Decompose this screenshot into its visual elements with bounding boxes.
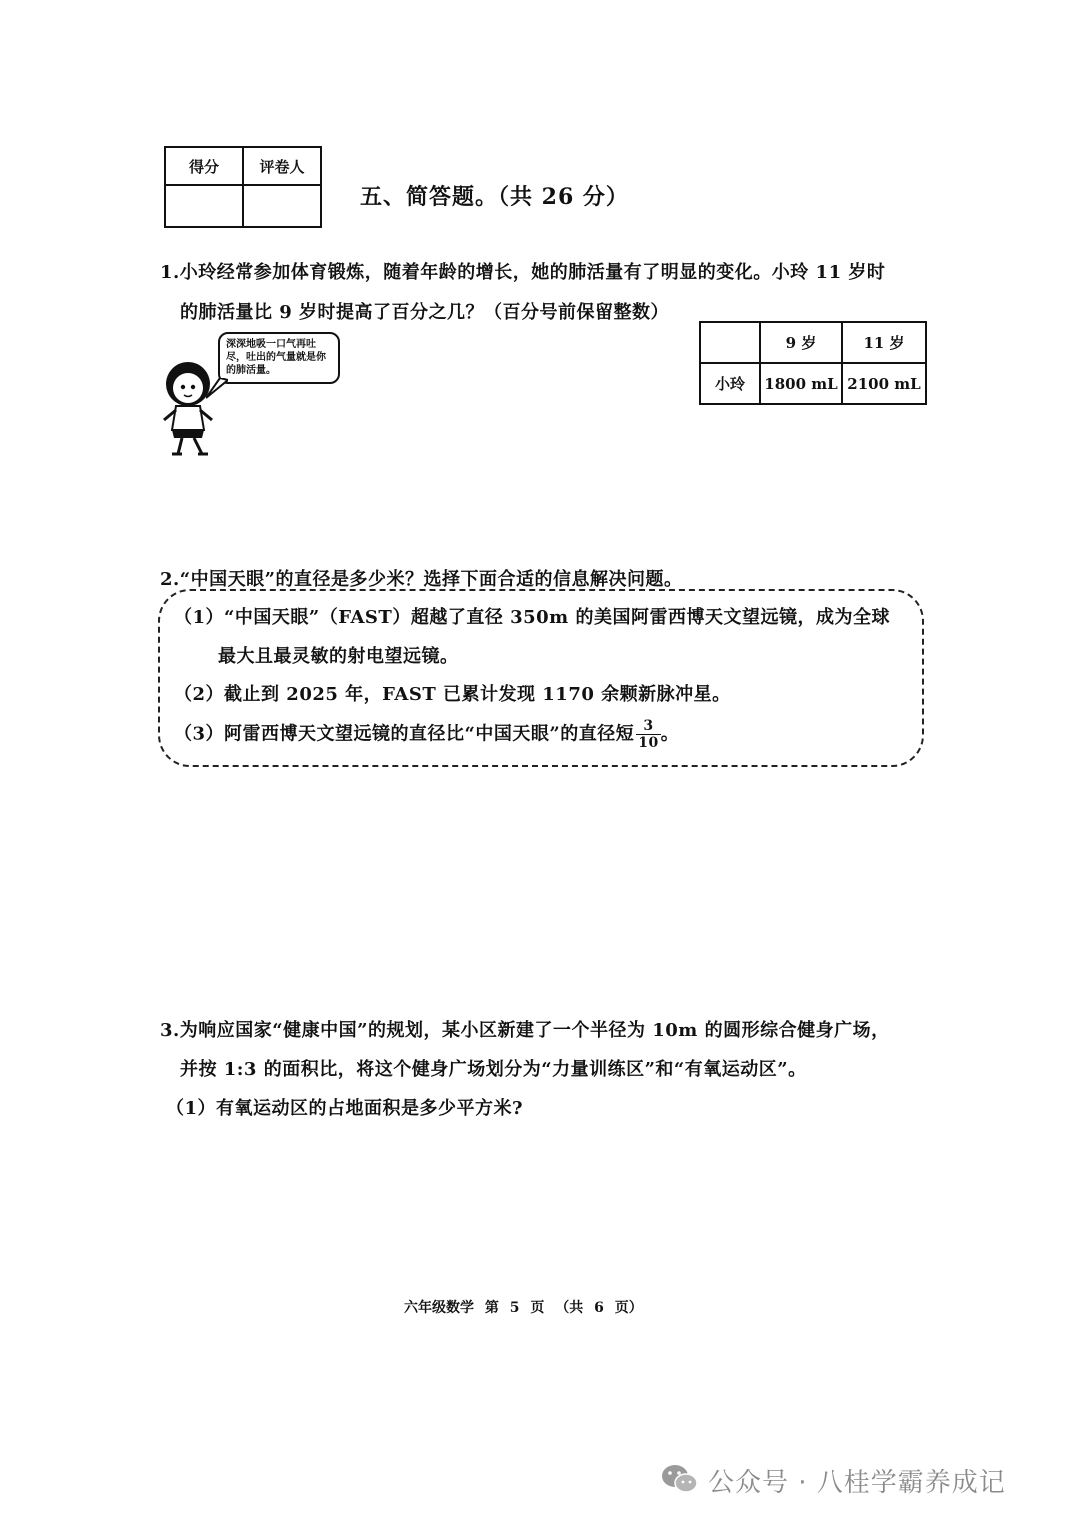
table-row-label: 小玲 (700, 363, 760, 404)
q2-info3-end: 。 (660, 723, 680, 745)
table-cell-age11: 2100 mL (842, 363, 926, 404)
grader-label: 评卷人 (243, 147, 321, 185)
table-header-age9: 9 岁 (760, 322, 842, 363)
score-table (164, 146, 322, 228)
q2-stem: 2.“中国天眼”的直径是多少米？选择下面合适的信息解决问题。 (160, 569, 683, 590)
watermark-text: 公众号 · 八桂学霸养成记 (708, 1468, 1006, 1498)
wechat-icon (660, 1462, 700, 1496)
section-title: 五、简答题。（共 26 分） (360, 184, 629, 210)
q2-info3 (174, 718, 679, 751)
q2-info3-text: （3）阿雷西博天文望远镜的直径比“中国天眼”的直径短 (174, 723, 635, 745)
q1-line2: 的肺活量比 9 岁时提高了百分之几？（百分号前保留整数） (180, 302, 670, 323)
table-cell-age9: 1800 mL (760, 363, 842, 404)
table-header-age11: 11 岁 (842, 322, 926, 363)
q2-info2: （2）截止到 2025 年，FAST 已累计发现 1170 余颗新脉冲星。 (174, 684, 731, 705)
grader-cell (243, 185, 321, 227)
q3-line1: 3.为响应国家“健康中国”的规划，某小区新建了一个半径为 10m 的圆形综合健身广场， (160, 1020, 890, 1041)
fraction-numerator: 3 (636, 718, 660, 735)
q2-info1-b: 最大且最灵敏的射电望远镜。 (218, 646, 459, 667)
speech-bubble: 深深地吸一口气再吐尽，吐出的气量就是你的肺活量。 (218, 332, 340, 384)
girl-illustration (158, 358, 220, 458)
q2-info1-a: （1）“中国天眼”（FAST）超越了直径 350m 的美国阿雷西博天文望远镜，成为全球 (174, 607, 890, 628)
score-label: 得分 (165, 147, 243, 185)
fraction-denominator: 10 (638, 735, 659, 751)
page-footer: 六年级数学 第 5 页 （共 6 页） (404, 1300, 643, 1316)
table-header-empty (700, 322, 760, 363)
q3-line2: 并按 1:3 的面积比，将这个健身广场划分为“力量训练区”和“有氧运动区”。 (180, 1059, 807, 1080)
lung-capacity-table (699, 321, 927, 405)
score-cell (165, 185, 243, 227)
q1-line1: 1.小玲经常参加体育锻炼，随着年龄的增长，她的肺活量有了明显的变化。小玲 11 岁时 (160, 262, 886, 283)
fraction (636, 718, 660, 751)
q3-sub1: （1）有氧运动区的占地面积是多少平方米? (166, 1098, 524, 1119)
